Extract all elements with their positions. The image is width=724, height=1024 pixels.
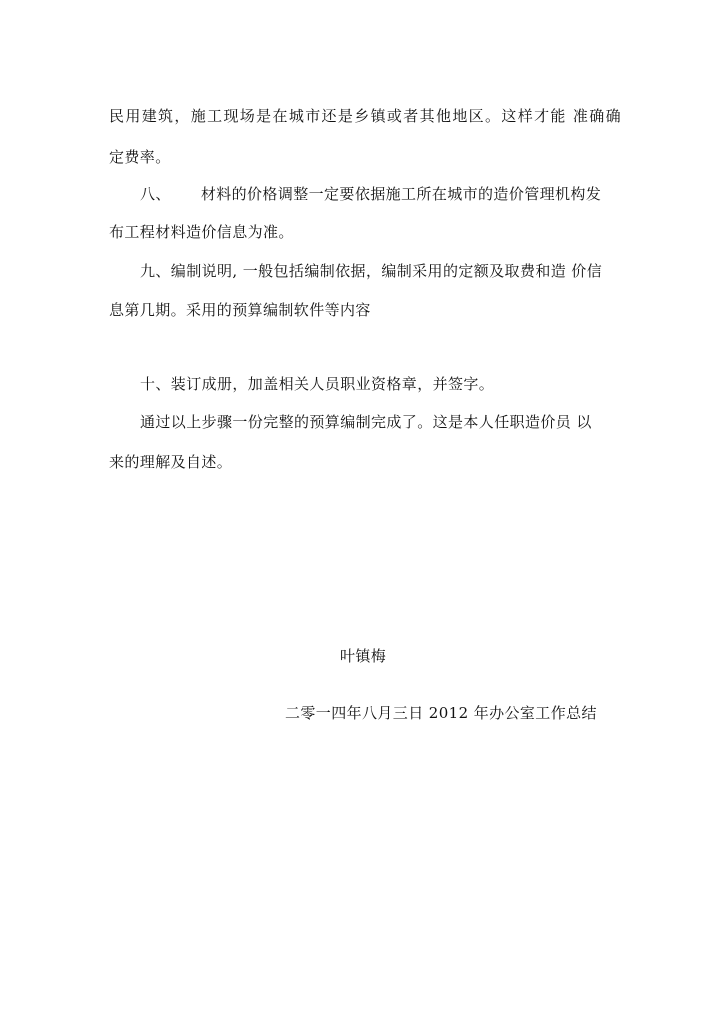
paragraph-line-8: 通过以上步骤一份完整的预算编制完成了。这是本人任职造价员 以 [140, 413, 592, 431]
paragraph-line-6: 息第几期。采用的预算编制软件等内容 [109, 301, 371, 319]
item-number-eight: 八、 [140, 185, 171, 203]
paragraph-line-9: 来的理解及自述。 [109, 453, 233, 471]
paragraph-line-2: 定费率。 [109, 148, 171, 166]
date-line: 二零一四年八月三日 2012 年办公室工作总结 [285, 704, 597, 722]
item-eight-text: 材料的价格调整一定要依据施工所在城市的造价管理机构发 [200, 185, 602, 203]
paragraph-line-7: 十、装订成册，加盖相关人员职业资格章，并签字。 [140, 375, 495, 393]
paragraph-line-3 [140, 184, 601, 204]
paragraph-line-5: 九、编制说明, 一般包括编制依据，编制采用的定额及取费和造 价信 [140, 262, 603, 280]
paragraph-line-4: 布工程材料造价信息为准。 [109, 223, 294, 241]
author-signature: 叶镇梅 [340, 647, 387, 665]
paragraph-line-1: 民用建筑，施工现场是在城市还是乡镇或者其他地区。这样才能 准确确 [109, 107, 621, 125]
